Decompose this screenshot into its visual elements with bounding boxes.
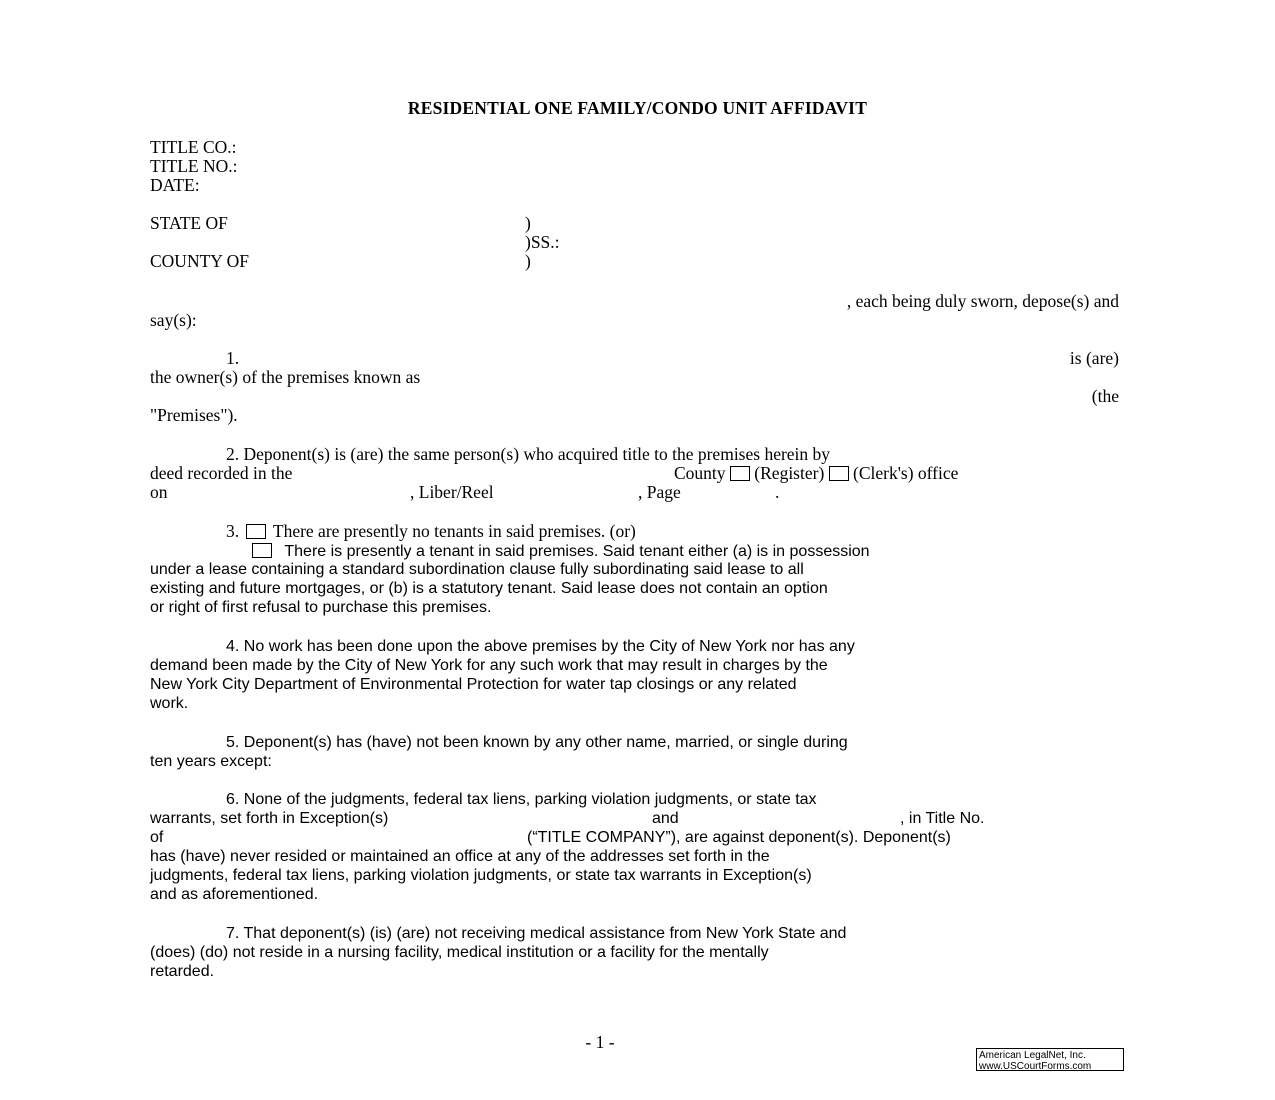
p3-option-1: There are presently no tenants in said premises. (or) bbox=[272, 521, 636, 541]
county-of-label: COUNTY OF bbox=[150, 251, 250, 271]
p6-line-5: judgments, federal tax liens, parking violation judgments, or state tax warrants in Exception(s) bbox=[150, 867, 812, 884]
no-tenants-checkbox[interactable] bbox=[246, 524, 266, 539]
p7-line-2: (does) (do) not reside in a nursing facility, medical institution or a facility for the mentally bbox=[150, 944, 769, 961]
p6-and: and bbox=[652, 810, 679, 827]
p6-title-no: , in Title No. bbox=[900, 810, 985, 827]
p3-line-4: existing and future mortgages, or (b) is a statutory tenant. Said lease does not contain an option bbox=[150, 580, 828, 597]
p4-line-4: work. bbox=[150, 695, 189, 712]
publisher-name: American LegalNet, Inc. bbox=[979, 1050, 1086, 1061]
p1-line-2: the owner(s) of the premises known as bbox=[150, 367, 421, 387]
p2-county: County bbox=[674, 463, 726, 483]
p6-line-6: and as aforementioned. bbox=[150, 886, 319, 903]
p4-line-3: New York City Department of Environmental Protection for water tap closings or any related bbox=[150, 676, 797, 693]
venue-paren-2: ) bbox=[525, 251, 531, 271]
p2-register: (Register) bbox=[754, 463, 825, 483]
tenant-checkbox[interactable] bbox=[252, 543, 272, 558]
intro-line-1: , each being duly sworn, depose(s) and bbox=[846, 291, 1119, 311]
p6-warrants: warrants, set forth in Exception(s) bbox=[150, 810, 389, 827]
publisher-url: www.USCourtForms.com bbox=[979, 1061, 1092, 1072]
p2-line-1: 2. Deponent(s) is (are) the same person(s) who acquired title to the premises herein by bbox=[226, 444, 831, 464]
p3-option-2: There is presently a tenant in said premises. Said tenant either (a) is in possession bbox=[284, 543, 870, 560]
p6-line-4: has (have) never resided or maintained an office at any of the addresses set forth in the bbox=[150, 848, 770, 865]
p3-line-5: or right of first refusal to purchase this premises. bbox=[150, 599, 492, 616]
p1-line-4: "Premises"). bbox=[150, 405, 238, 425]
p3-number: 3. bbox=[226, 521, 240, 541]
p3-option-2-row bbox=[252, 541, 870, 561]
p3-option-1-row bbox=[226, 522, 636, 541]
venue-ss: )SS.: bbox=[525, 232, 560, 252]
p1-number: 1. bbox=[226, 348, 240, 368]
intro-line-2: say(s): bbox=[150, 310, 197, 330]
title-co-label: TITLE CO.: bbox=[150, 137, 237, 157]
p2-deed: deed recorded in the bbox=[150, 463, 293, 483]
p2-dot: . bbox=[775, 482, 780, 502]
p2-page: , Page bbox=[638, 482, 681, 502]
register-checkbox[interactable] bbox=[730, 466, 750, 481]
p3-line-3: under a lease containing a standard subordination clause fully subordinating said lease to all bbox=[150, 561, 804, 578]
p6-line-1: 6. None of the judgments, federal tax liens, parking violation judgments, or state tax bbox=[226, 791, 817, 808]
p1-the: (the bbox=[1091, 386, 1119, 406]
p2-county-row bbox=[674, 464, 958, 483]
p5-line-1: 5. Deponent(s) has (have) not been known by any other name, married, or single during bbox=[226, 734, 848, 751]
publisher-stamp bbox=[976, 1048, 1124, 1071]
p6-title-company: (“TITLE COMPANY”), are against deponent(s). Deponent(s) bbox=[527, 829, 951, 846]
clerks-checkbox[interactable] bbox=[829, 466, 849, 481]
p7-line-3: retarded. bbox=[150, 963, 215, 980]
p4-line-2: demand been made by the City of New York for any such work that may result in charges by the bbox=[150, 657, 828, 674]
p6-of: of bbox=[150, 829, 164, 846]
p2-liber: , Liber/Reel bbox=[410, 482, 494, 502]
date-label: DATE: bbox=[150, 175, 200, 195]
document-title: RESIDENTIAL ONE FAMILY/CONDO UNIT AFFIDAVIT bbox=[407, 98, 868, 118]
p4-line-1: 4. No work has been done upon the above premises by the City of New York nor has any bbox=[226, 638, 855, 655]
state-of-label: STATE OF bbox=[150, 213, 228, 233]
p5-line-2: ten years except: bbox=[150, 753, 272, 770]
venue-paren-1: ) bbox=[525, 213, 531, 233]
title-no-label: TITLE NO.: bbox=[150, 156, 238, 176]
p2-on: on bbox=[150, 482, 168, 502]
page-number: - 1 - bbox=[585, 1032, 615, 1052]
p1-is-are: is (are) bbox=[1069, 348, 1119, 368]
p7-line-1: 7. That deponent(s) (is) (are) not receiving medical assistance from New York State and bbox=[226, 925, 847, 942]
p2-clerks: (Clerk's) office bbox=[853, 463, 959, 483]
